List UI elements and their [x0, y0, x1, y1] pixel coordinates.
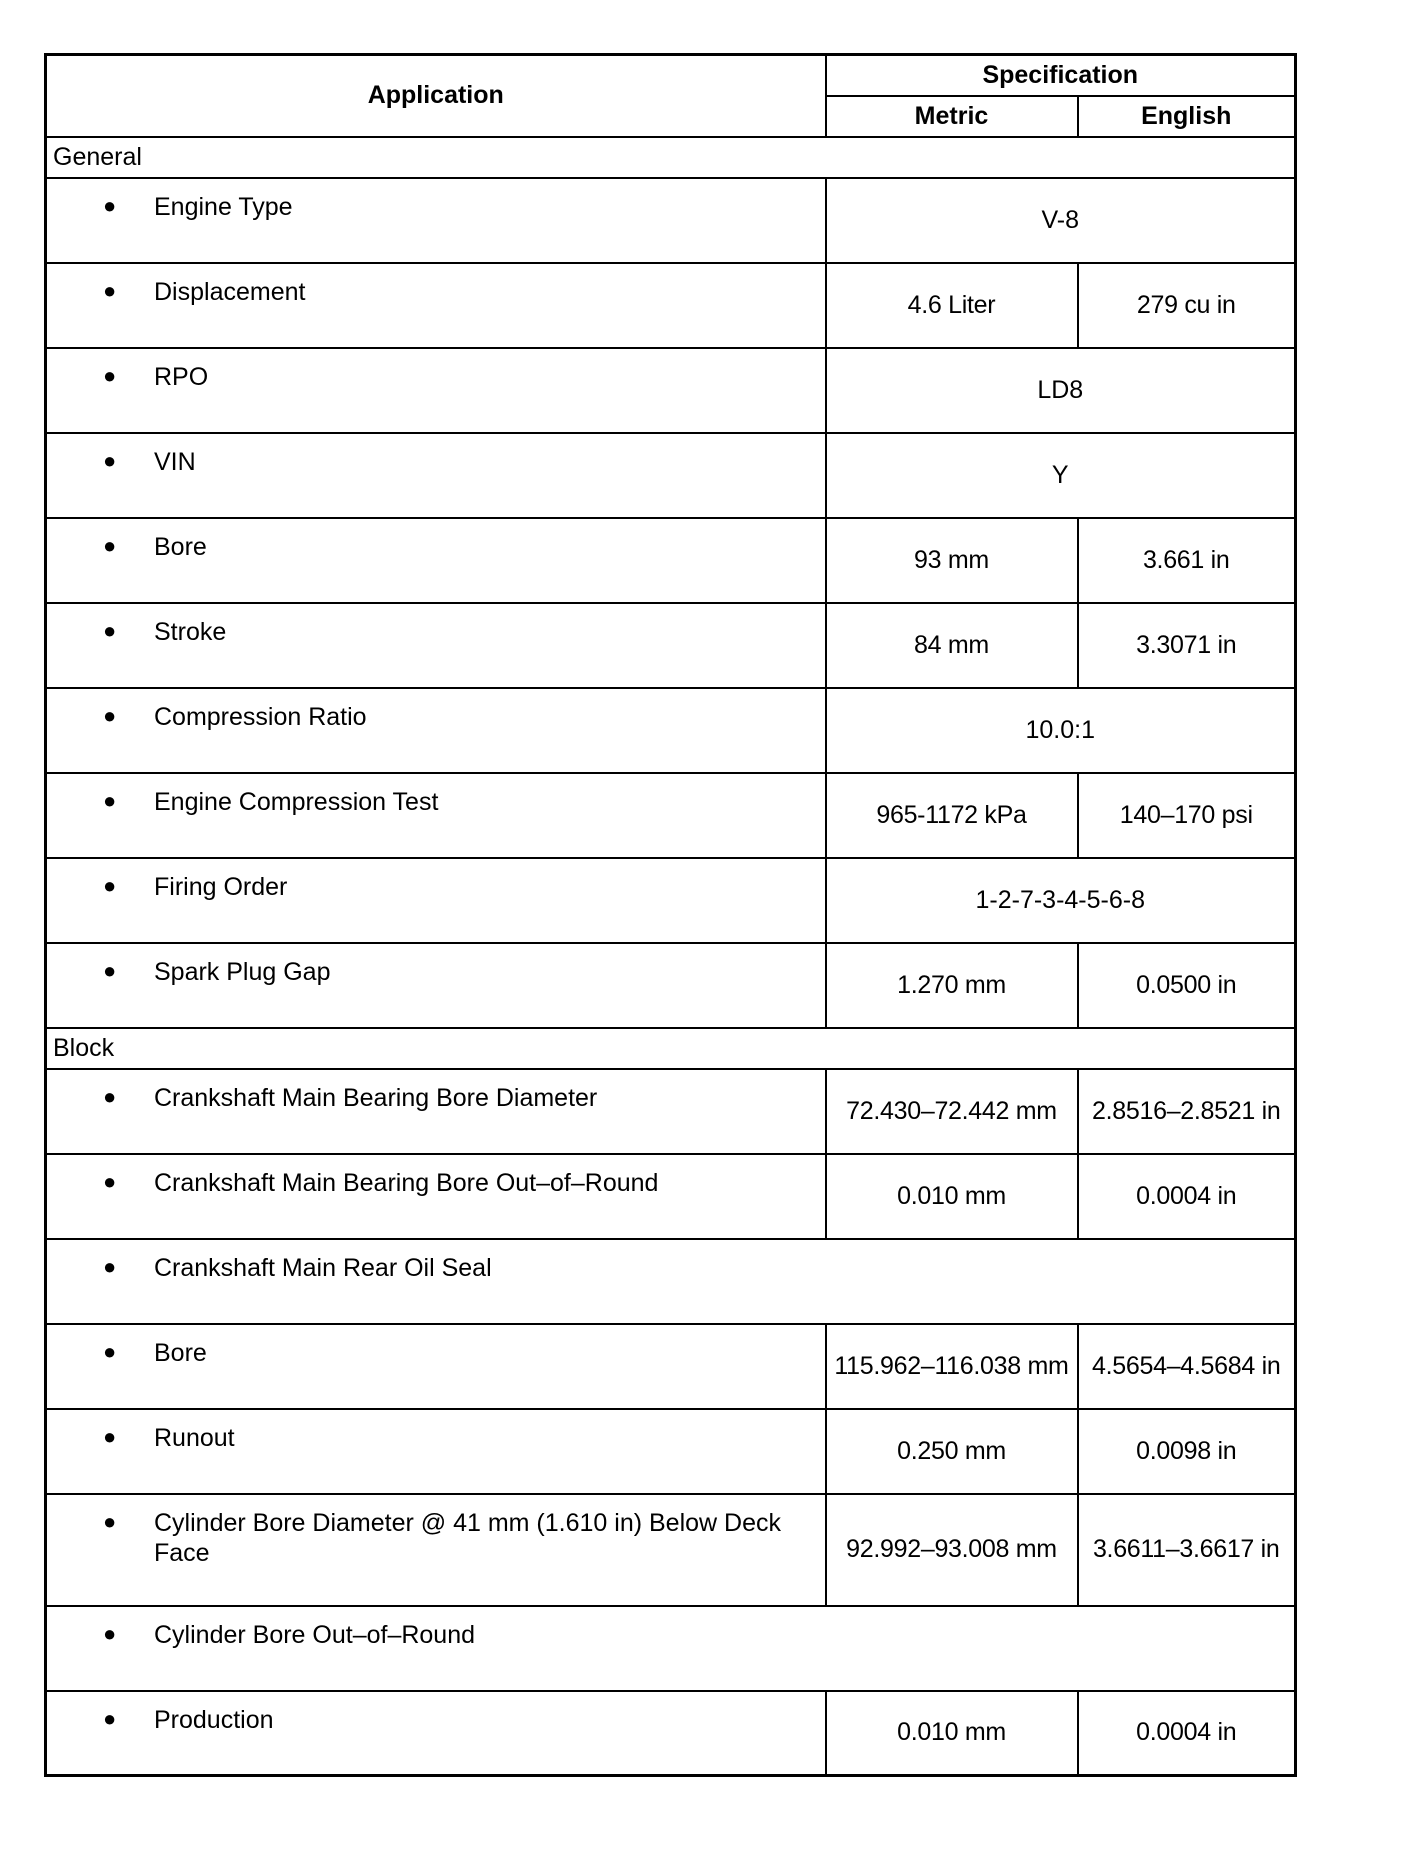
application-cell	[46, 688, 826, 773]
section-title: Block	[46, 1028, 1296, 1069]
english-value: 3.661 in	[1078, 518, 1296, 603]
bullet-icon: ●	[103, 447, 117, 473]
row-label: Spark Plug Gap	[154, 957, 331, 986]
application-cell	[46, 263, 826, 348]
bullet-icon: ●	[103, 872, 117, 898]
application-cell	[46, 1069, 826, 1154]
bullet-icon: ●	[103, 1705, 117, 1731]
table-row	[46, 1239, 1296, 1324]
table-row	[46, 1069, 1296, 1154]
table-row	[46, 773, 1296, 858]
table-row	[46, 1409, 1296, 1494]
english-value: 4.5654–4.5684 in	[1078, 1324, 1296, 1409]
specification-header: Specification	[826, 55, 1296, 96]
section-title: General	[46, 137, 1296, 178]
row-label: Compression Ratio	[154, 702, 367, 731]
row-label: Runout	[154, 1423, 235, 1452]
table-row	[46, 1494, 1296, 1606]
table-row	[46, 178, 1296, 263]
bullet-icon: ●	[103, 787, 117, 813]
metric-value: 965-1172 kPa	[826, 773, 1078, 858]
english-value: 279 cu in	[1078, 263, 1296, 348]
spec-value: 1-2-7-3-4-5-6-8	[826, 858, 1296, 943]
section-row	[46, 137, 1296, 178]
application-cell	[46, 433, 826, 518]
application-cell	[46, 1239, 1296, 1324]
row-label: Bore	[154, 1338, 207, 1367]
application-cell	[46, 518, 826, 603]
table-row	[46, 858, 1296, 943]
spec-value: LD8	[826, 348, 1296, 433]
metric-value: 0.010 mm	[826, 1154, 1078, 1239]
row-label: Stroke	[154, 617, 227, 646]
section-row	[46, 1028, 1296, 1069]
application-cell	[46, 1691, 826, 1776]
row-label: Firing Order	[154, 872, 288, 901]
bullet-icon: ●	[103, 617, 117, 643]
row-label: Crankshaft Main Bearing Bore Diameter	[154, 1083, 598, 1112]
table-row	[46, 1691, 1296, 1776]
metric-value: 0.250 mm	[826, 1409, 1078, 1494]
english-value: 2.8516–2.8521 in	[1078, 1069, 1296, 1154]
bullet-icon: ●	[103, 1620, 117, 1646]
table-row	[46, 433, 1296, 518]
english-value: 0.0004 in	[1078, 1154, 1296, 1239]
application-cell	[46, 1409, 826, 1494]
spec-value: 10.0:1	[826, 688, 1296, 773]
row-label: Bore	[154, 532, 207, 561]
row-label: Crankshaft Main Rear Oil Seal	[154, 1253, 492, 1282]
row-label: Production	[154, 1705, 274, 1734]
bullet-icon: ●	[103, 702, 117, 728]
application-cell	[46, 943, 826, 1028]
table-row	[46, 943, 1296, 1028]
row-label: Displacement	[154, 277, 306, 306]
spec-value: V-8	[826, 178, 1296, 263]
bullet-icon: ●	[103, 192, 117, 218]
metric-header: Metric	[826, 96, 1078, 137]
application-cell	[46, 773, 826, 858]
metric-value: 93 mm	[826, 518, 1078, 603]
english-value: 3.6611–3.6617 in	[1078, 1494, 1296, 1606]
table-row	[46, 688, 1296, 773]
english-value: 0.0500 in	[1078, 943, 1296, 1028]
english-value: 140–170 psi	[1078, 773, 1296, 858]
metric-value: 92.992–93.008 mm	[826, 1494, 1078, 1606]
application-cell	[46, 603, 826, 688]
english-value: 0.0004 in	[1078, 1691, 1296, 1776]
bullet-icon: ●	[103, 1253, 117, 1279]
table-header	[46, 55, 1296, 137]
bullet-icon: ●	[103, 532, 117, 558]
row-label: Crankshaft Main Bearing Bore Out–of–Round	[154, 1168, 659, 1197]
row-label: RPO	[154, 362, 209, 391]
metric-value: 72.430–72.442 mm	[826, 1069, 1078, 1154]
table-row	[46, 603, 1296, 688]
bullet-icon: ●	[103, 1423, 117, 1449]
application-cell	[46, 1154, 826, 1239]
table-row	[46, 348, 1296, 433]
metric-value: 84 mm	[826, 603, 1078, 688]
table-body	[46, 137, 1296, 1776]
english-value: 0.0098 in	[1078, 1409, 1296, 1494]
table-row	[46, 1606, 1296, 1691]
row-label: Engine Type	[154, 192, 293, 221]
table-row	[46, 1324, 1296, 1409]
metric-value: 1.270 mm	[826, 943, 1078, 1028]
table-row	[46, 518, 1296, 603]
application-cell	[46, 858, 826, 943]
english-value: 3.3071 in	[1078, 603, 1296, 688]
bullet-icon: ●	[103, 1083, 117, 1109]
row-label: Engine Compression Test	[154, 787, 439, 816]
bullet-icon: ●	[103, 277, 117, 303]
english-header: English	[1078, 96, 1296, 137]
bullet-icon: ●	[103, 957, 117, 983]
metric-value: 4.6 Liter	[826, 263, 1078, 348]
bullet-icon: ●	[103, 1338, 117, 1364]
bullet-icon: ●	[103, 362, 117, 388]
application-cell	[46, 348, 826, 433]
table-row	[46, 263, 1296, 348]
metric-value: 0.010 mm	[826, 1691, 1078, 1776]
row-label: Cylinder Bore Diameter @ 41 mm (1.610 in) Below Deck Face	[154, 1508, 781, 1567]
application-cell	[46, 178, 826, 263]
row-label: VIN	[154, 447, 196, 476]
bullet-icon: ●	[103, 1168, 117, 1194]
application-cell	[46, 1494, 826, 1606]
application-cell	[46, 1606, 1296, 1691]
table-row	[46, 1154, 1296, 1239]
bullet-icon: ●	[103, 1508, 117, 1534]
engine-spec-table	[44, 53, 1297, 1777]
row-label: Cylinder Bore Out–of–Round	[154, 1620, 476, 1649]
application-cell	[46, 1324, 826, 1409]
metric-value: 115.962–116.038 mm	[826, 1324, 1078, 1409]
application-header: Application	[46, 55, 826, 137]
spec-value: Y	[826, 433, 1296, 518]
